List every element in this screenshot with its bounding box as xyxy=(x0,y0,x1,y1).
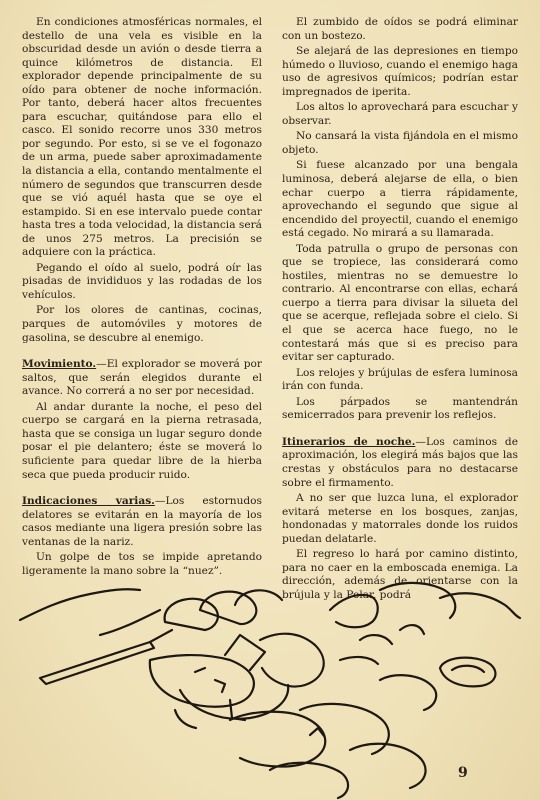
paragraph-return: El regreso lo hará por camino distinto, para no caer en la emboscada enemiga. La dirección, además de orientarse con la brújula y la Polar, podrá xyxy=(282,548,518,601)
heading-movimiento: Movimiento. xyxy=(22,358,97,371)
paragraph-eyelids: Los párpados se mantendrán semicerrados para prevenir los reflejos. xyxy=(282,395,518,422)
heading-itinerarios: Itinerarios de noche. xyxy=(282,435,416,448)
paragraph-ear-buzz: El zumbido de oídos se podrá eliminar con un bostezo. xyxy=(282,16,518,42)
soldiers-crawling-illustration xyxy=(0,560,540,800)
paragraph-halts: Los altos lo aprovechará para escuchar y observar. xyxy=(282,101,518,127)
paragraph-patrol: Toda patrulla o grupo de personas con que se tropiece, las considerará como hostiles, mientras no se demuestre lo contrario. Al encontrarse con ellas, echará cuerpo a tierra para divisar la silueta del que se acerque, reflejada sobre el cielo. Si el que se acerca hace fuego, no le contestará más que si es preciso para evitar ser capturado. xyxy=(282,242,518,364)
paragraph-flare: Si fuese alcanzado por una bengala luminosa, deberá alejarse de ella, o bien echar cuerpo a tierra rápidamente, aprovechando el segundo que sigue al encendido del proyectil, cuando el enemigo está cegado. No mirará a su llamarada. xyxy=(282,159,518,240)
paragraph-watches: Los relojes y brújulas de esfera luminosa irán con funda. xyxy=(282,366,518,393)
paragraph-moon: A no ser que luzca luna, el explorador evitará meterse en los bosques, zanjas, hondonadas y matorrales donde los ruidos puedan delatarle. xyxy=(282,492,518,545)
right-column: El zumbido de oídos se podrá eliminar con un bostezo. Se alejará de las depresiones en tiempo húmedo o lluvioso, cuando el enemigo haga uso de agresivos químicos; podrían estar impregnados de iperita. Los altos lo aprovechará para escuchar y observar. No cansará la vista fijándola en el mismo objeto. Si fuese alcanzado por una bengala luminosa, deberá alejarse de ella, o bien echar cuerpo a tierra rápidamente, aprovechando el segundo que sigue al encendido del proyectil, cuando el enemigo está cegado. No mirará a su llamarada. Toda patrulla o grupo de personas con que se tropiece, las considerará como hostiles, mientras no se demuestre lo contrario. Al encontrarse con ellas, echará cuerpo a tierra para divisar la silueta del que se acerque, reflejada sobre el cielo. Si el que se acerca hace fuego, no le contestará más que si es preciso para evitar ser capturado. Los relojes y brújulas de esfera luminosa irán con funda. Los párpados se mantendrán semicerrados para prevenir los reflejos. Itinerarios de noche.—Los caminos de aproximación, los elegirá más bajos que las crestas y obstáculos para no destacarse sobre el firmamento. A no ser que luzca luna, el explorador evitará meterse en los bosques, zanjas, hondonadas y matorrales donde los ruidos puedan delatarle. El regreso lo hará por camino distinto, para no caer en la emboscada enemiga. La dirección, además de orientarse con la brújula y la Polar, podrá xyxy=(282,16,518,601)
paragraph-eyes: No cansará la vista fijándola en el mismo objeto. xyxy=(282,130,518,156)
page-number: 9 xyxy=(458,765,468,781)
left-column: En condiciones atmosféricas normales, el destello de una vela es visible en la obscuridad desde un avión o desde tierra a quince kilómetros de distancia. El explorador depende principalmente de su oído para obtener de noche información. Por tanto, deberá hacer altos frecuentes para escuchar, quitándose para ello el casco. El sonido recorre unos 330 metros por segundo. Por esto, si se ve el fogonazo de un arma, puede saber aproximadamente la distancia a ella, contando mentalmente el número de segundos que transcurren desde que se vió aquél hasta que se oye el estampido. Si en ese intervalo puede contar hasta tres a toda velocidad, la distancia será de unos 275 metros. La precisión se adquiere con la práctica. Pegando el oído al suelo, podrá oír las pisadas de invididuos y las rodadas de los vehículos. Por los olores de cantinas, cocinas, parques de automóviles y motores de gasolina, se descubre al enemigo. Movimiento.—El explorador se moverá por saltos, que serán elegidos durante el avance. No correrá a no ser por necesidad. Al andar durante la noche, el peso del cuerpo se cargará en la pierna retrasada, hasta que se consiga un lugar seguro donde posar el pie delantero; éste se moverá lo suficiente para quedar libre de la hierba seca que pueda producir ruido. Indicaciones varias.—Los estornudos delatores se evitarán en la mayoría de los casos mediante una ligera presión sobre las ventanas de la nariz. Un golpe de tos se impide apretando ligeramente la mano sobre la “nuez”. xyxy=(22,16,262,577)
paragraph-smells: Por los olores de cantinas, cocinas, parques de automóviles y motores de gasolina, se descubre al enemigo. xyxy=(22,304,262,344)
paragraph-walking: Al andar durante la noche, el peso del cuerpo se cargará en la pierna retrasada, hasta que se consiga un lugar seguro donde posar el pie delantero; éste se moverá lo suficiente para quedar libre de la hierba seca que pueda producir ruido. xyxy=(22,400,262,481)
paragraph-cough: Un golpe de tos se impide apretando ligeramente la mano sobre la “nuez”. xyxy=(22,551,262,577)
paragraph-depressions: Se alejará de las depresiones en tiempo húmedo o lluvioso, cuando el enemigo haga uso de agresivos químicos; podrían estar impregnados de iperita. xyxy=(282,45,518,98)
paragraph-ear-ground: Pegando el oído al suelo, podrá oír las pisadas de invididuos y las rodadas de los vehículos. xyxy=(22,261,262,301)
heading-indicaciones: Indicaciones varias. xyxy=(22,495,155,508)
paragraph-light-sound: En condiciones atmosféricas normales, el destello de una vela es visible en la obscuridad desde un avión o desde tierra a quince kilómetros de distancia. El explorador depende principalmente de su oído para obtener de noche información. Por tanto, deberá hacer altos frecuentes para escuchar, quitándose para ello el casco. El sonido recorre unos 330 metros por segundo. Por esto, si se ve el fogonazo de un arma, puede saber aproximadamente la distancia a ella, contando mentalmente el número de segundos que transcurren desde que se vió aquél hasta que se oye el estampido. Si en ese intervalo puede contar hasta tres a toda velocidad, la distancia será de unos 275 metros. La precisión se adquiere con la práctica. xyxy=(22,16,262,259)
